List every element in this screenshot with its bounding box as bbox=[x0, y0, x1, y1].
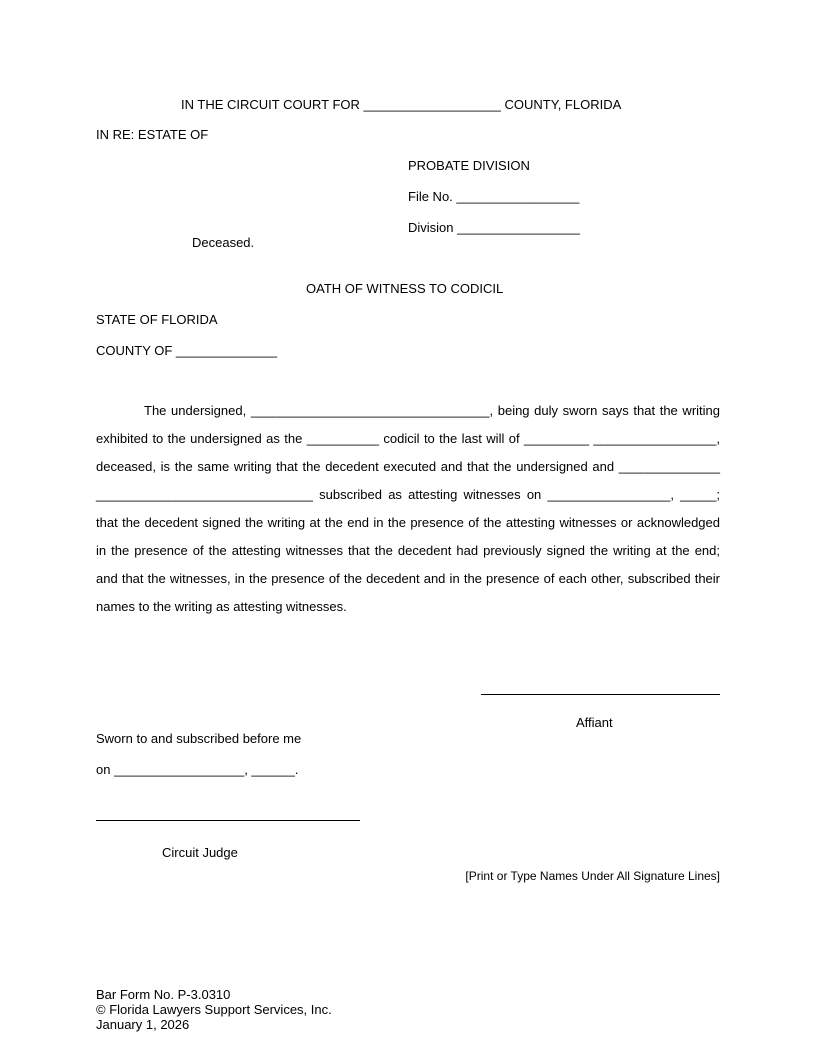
bar-form-number: Bar Form No. P-3.0310 bbox=[96, 987, 231, 1002]
print-names-note: [Print or Type Names Under All Signature Lines] bbox=[465, 869, 720, 883]
state-venue: STATE OF FLORIDA bbox=[96, 312, 218, 327]
affiant-label: Affiant bbox=[576, 715, 613, 730]
probate-division: PROBATE DIVISION bbox=[408, 158, 530, 173]
affiant-signature-line bbox=[481, 694, 720, 695]
form-date: January 1, 2026 bbox=[96, 1017, 190, 1032]
sworn-statement: Sworn to and subscribed before me bbox=[96, 731, 302, 746]
copyright-notice: © Florida Lawyers Support Services, Inc. bbox=[96, 1002, 332, 1017]
oath-body bbox=[96, 397, 720, 621]
in-re-estate: IN RE: ESTATE OF bbox=[96, 127, 209, 142]
body-seg-4: ______________________________ subscribed as attesting witnesses on _________________, _____; that the decedent signed the writing at the end in the presence of the attesting witnesses or acknowledged in the presence of the attesting witnesses that the decedent had previously signed the writing at the end; and that the witnesses, in the presence of the decedent and in the presence of each other, subscribed their names to the writing as attesting witnesses. bbox=[96, 487, 720, 614]
body-blank-witness: _________________________________ bbox=[250, 403, 490, 418]
sworn-date: on __________________, ______. bbox=[96, 762, 299, 777]
body-blank-decedent: _________ _________________ bbox=[523, 431, 717, 446]
document-title: OATH OF WITNESS TO CODICIL bbox=[306, 281, 504, 296]
division-field: Division _________________ bbox=[408, 220, 581, 235]
county-venue: COUNTY OF ______________ bbox=[96, 343, 278, 358]
body-blank-other-witness: ______________ bbox=[618, 459, 720, 474]
body-seg-2: , being duly sworn says that the writing exhibited to the undersigned as the __________ codicil to the last will of bbox=[96, 403, 721, 446]
judge-signature-line bbox=[96, 820, 360, 821]
judge-label: Circuit Judge bbox=[162, 845, 238, 860]
body-seg-3: , deceased, is the same writing that the decedent executed and that the undersigned and bbox=[96, 431, 720, 474]
deceased-label: Deceased. bbox=[192, 235, 255, 250]
body-seg-1: The undersigned, bbox=[144, 403, 251, 418]
file-number: File No. _________________ bbox=[408, 189, 580, 204]
court-caption: IN THE CIRCUIT COURT FOR ___________________ COUNTY, FLORIDA bbox=[181, 97, 622, 112]
